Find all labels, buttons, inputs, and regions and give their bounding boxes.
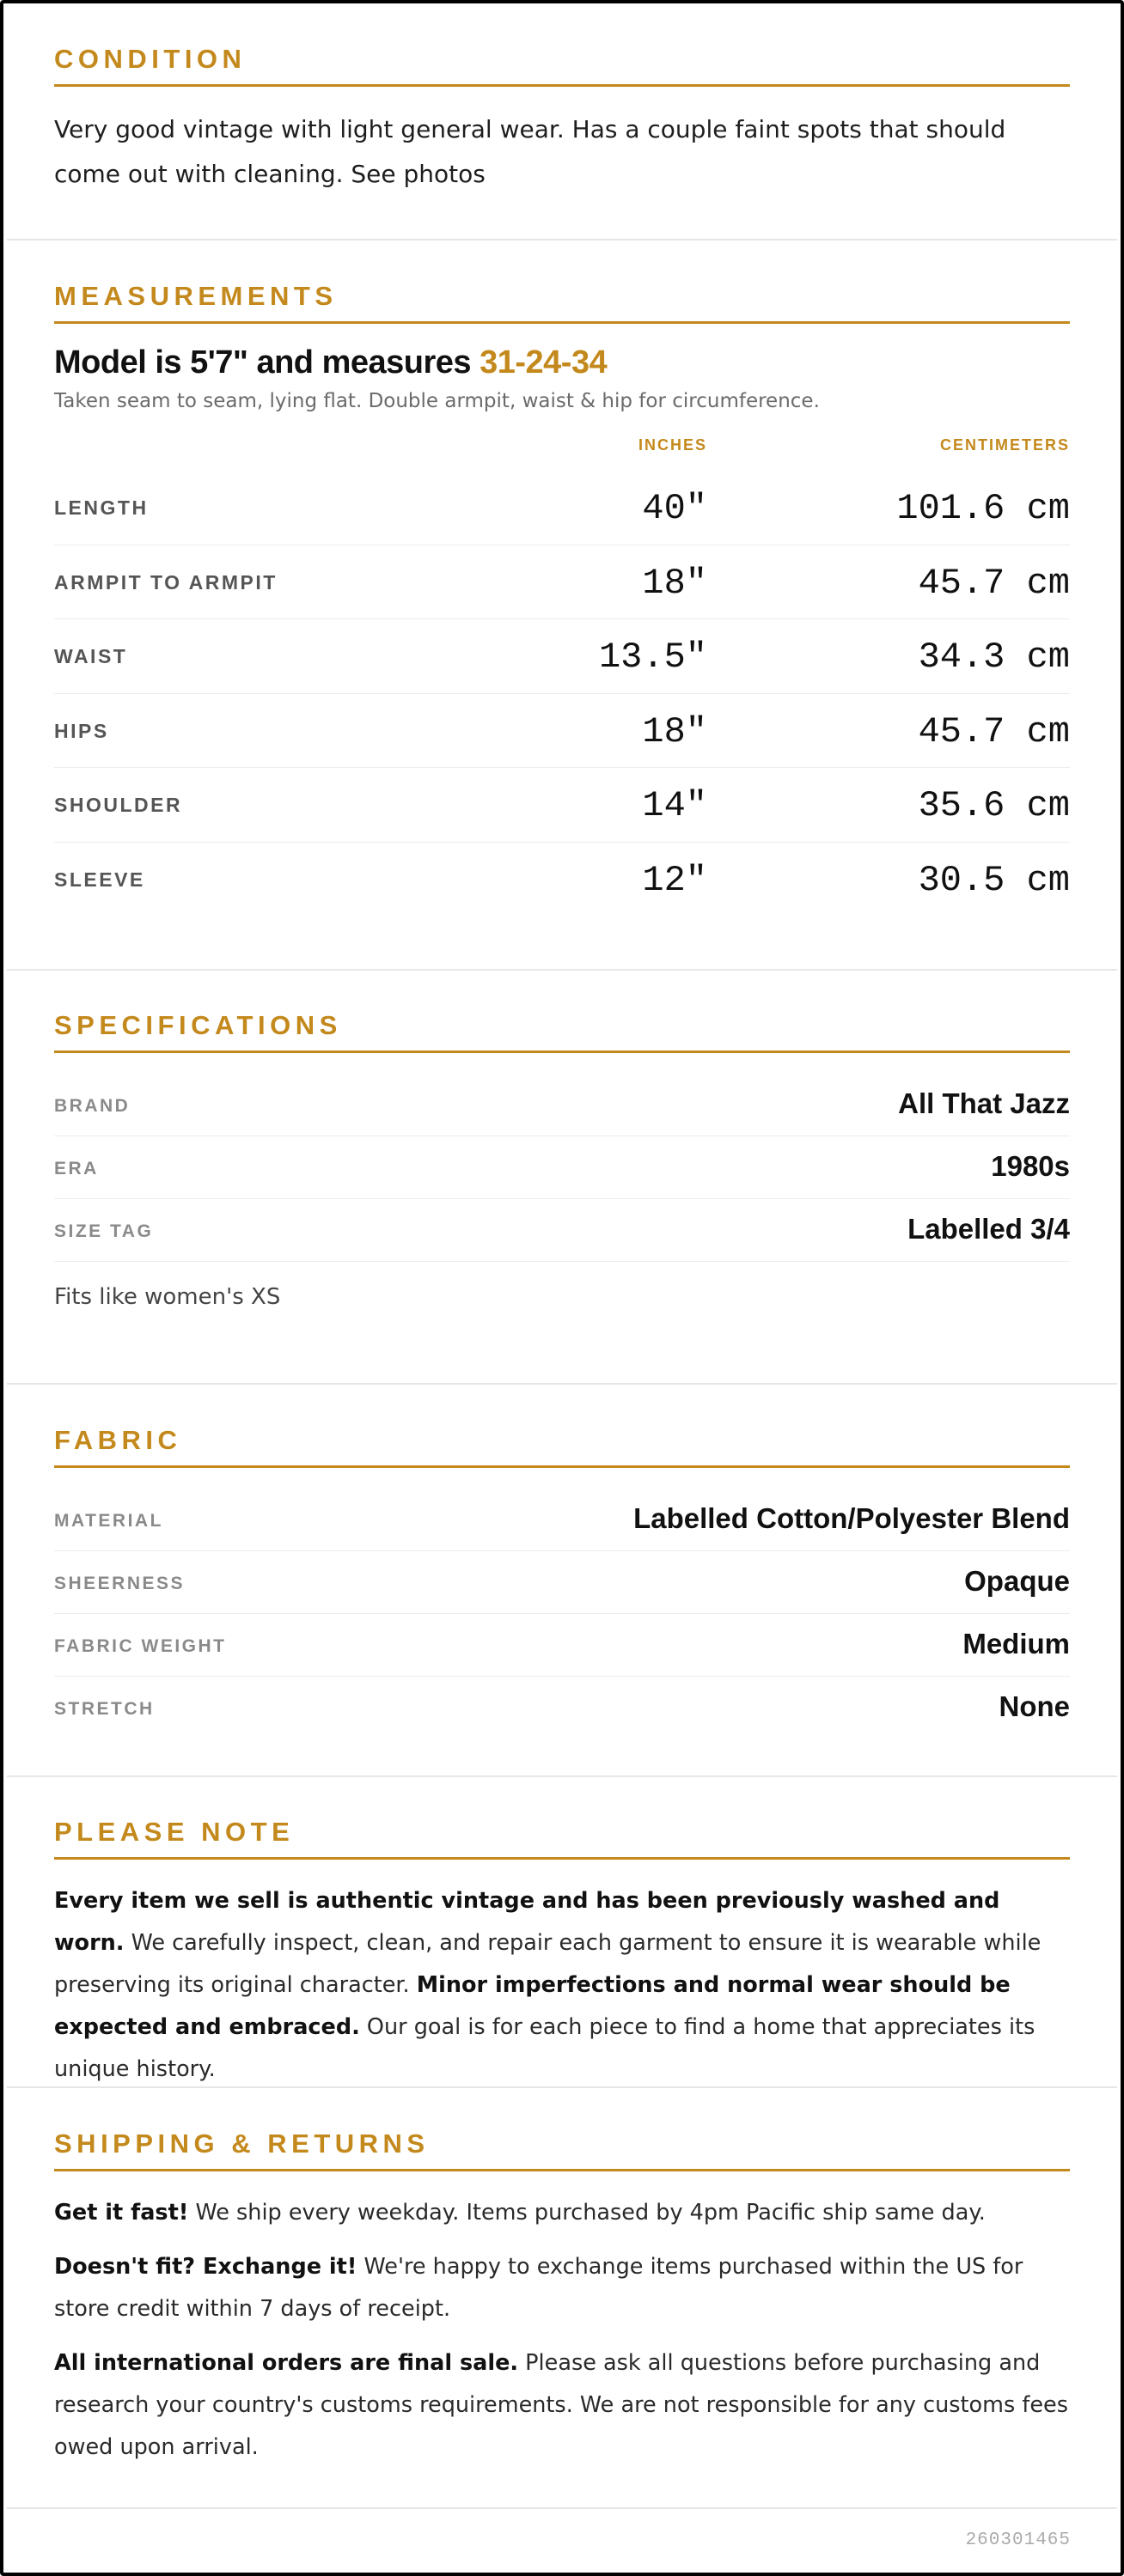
- fabric-label: SHEERNESS: [54, 1574, 186, 1594]
- condition-heading: CONDITION: [54, 45, 1070, 87]
- measurement-table: [54, 471, 1070, 917]
- fabric-label: STRETCH: [54, 1699, 155, 1720]
- fit-note: Fits like women's XS: [54, 1284, 281, 1311]
- measurement-cm: 35.6 cm: [918, 785, 1070, 827]
- measurements-section: [7, 282, 1117, 917]
- measurement-inches: 13.5": [598, 636, 707, 679]
- measurement-inches: 14": [642, 785, 707, 827]
- fabric-value: Opaque: [964, 1565, 1070, 1598]
- please-note-bold-2: Minor imperfections and normal wear should be expected and embraced.: [54, 1972, 1011, 2041]
- measurement-label: LENGTH: [54, 496, 149, 520]
- exchange-text: We're happy to exchange items purchased within the US for store credit within 7 days of receipt.: [54, 2254, 1023, 2323]
- section-divider: [7, 239, 1117, 241]
- fabric-value: Labelled Cotton/Polyester Blend: [633, 1502, 1070, 1535]
- measurement-inches: 40": [642, 488, 707, 530]
- fabric-row: [54, 1614, 1070, 1677]
- spec-value: All That Jazz: [898, 1087, 1070, 1120]
- spec-row: [54, 1199, 1070, 1262]
- fabric-section: [7, 1426, 1117, 1739]
- measurement-label: WAIST: [54, 645, 128, 668]
- spec-label: ERA: [54, 1159, 99, 1179]
- measurement-column-headers: [54, 436, 1070, 471]
- measurement-note: Taken seam to seam, lying flat. Double armpit, waist & hip for circumference.: [54, 390, 820, 413]
- measurement-cm: 30.5 cm: [918, 859, 1070, 901]
- measurement-row: [54, 843, 1070, 917]
- centimeters-column-header: CENTIMETERS: [939, 436, 1070, 454]
- model-measures-value: 31-24-34: [480, 344, 608, 381]
- specifications-heading: SPECIFICATIONS: [54, 1011, 1070, 1053]
- spec-row: [54, 1136, 1070, 1199]
- measurement-cm: 45.7 cm: [918, 562, 1070, 604]
- fabric-label: MATERIAL: [54, 1511, 163, 1532]
- section-divider: [7, 1775, 1117, 1777]
- shipping-section: [7, 2129, 1117, 2481]
- spec-value: Labelled 3/4: [907, 1213, 1070, 1245]
- fabric-value: None: [999, 1690, 1070, 1723]
- measurement-inches: 12": [642, 859, 707, 901]
- model-measures-title: [54, 344, 1070, 381]
- measurement-row: [54, 471, 1070, 545]
- section-divider: [7, 1383, 1117, 1385]
- condition-text: Very good vintage with light general wear. Has a couple faint spots that should come out with cleaning. See photos: [54, 115, 1006, 189]
- measurement-cm: 45.7 cm: [918, 710, 1070, 752]
- condition-section: [7, 45, 1117, 197]
- please-note-text-2: Our goal is for each piece to find a home that appreciates its unique history.: [54, 2014, 1035, 2083]
- shipping-heading: SHIPPING & RETURNS: [54, 2129, 1070, 2171]
- section-divider: [7, 969, 1117, 971]
- measurement-label: ARMPIT TO ARMPIT: [54, 570, 278, 594]
- fabric-label: FABRIC WEIGHT: [54, 1636, 227, 1657]
- shipping-bold: Get it fast!: [54, 2200, 189, 2226]
- international-text: Please ask all questions before purchasing and research your country's customs requirements. We are not responsible for any customs fees owed upon arrival.: [54, 2350, 1069, 2461]
- spec-value: 1980s: [991, 1150, 1070, 1183]
- please-note-text-1: We carefully inspect, clean, and repair each garment to ensure it is wearable while preserving its original character.: [54, 1930, 1042, 1999]
- spec-label: SIZE TAG: [54, 1221, 154, 1242]
- section-divider: [7, 2507, 1117, 2509]
- fabric-value: Medium: [962, 1628, 1070, 1660]
- measurement-inches: 18": [642, 562, 707, 604]
- measurement-inches: 18": [642, 710, 707, 752]
- international-paragraph: [54, 2342, 1070, 2469]
- international-bold: All international orders are final sale.: [54, 2350, 519, 2377]
- specifications-section: [7, 1011, 1117, 1310]
- measurement-row: [54, 694, 1070, 769]
- measurement-row: [54, 768, 1070, 843]
- shipping-paragraph: [54, 2192, 1070, 2234]
- fabric-row: [54, 1489, 1070, 1551]
- exchange-paragraph: [54, 2246, 1070, 2330]
- fabric-heading: FABRIC: [54, 1426, 1070, 1468]
- fabric-row: [54, 1677, 1070, 1739]
- please-note-heading: PLEASE NOTE: [54, 1818, 1070, 1860]
- exchange-bold: Doesn't fit? Exchange it!: [54, 2254, 357, 2281]
- please-note-text: [54, 1880, 1070, 2091]
- measurement-row: [54, 545, 1070, 620]
- please-note-section: [7, 1818, 1117, 2091]
- section-divider: [7, 2086, 1117, 2088]
- spec-row: [54, 1074, 1070, 1136]
- spec-label: BRAND: [54, 1096, 131, 1117]
- measurements-heading: MEASUREMENTS: [54, 282, 1070, 324]
- measurement-label: HIPS: [54, 719, 109, 742]
- sku-number: 260301465: [965, 2530, 1071, 2550]
- shipping-text: We ship every weekday. Items purchased by 4pm Pacific ship same day.: [188, 2200, 986, 2226]
- measurement-cm: 34.3 cm: [918, 636, 1070, 679]
- please-note-bold-1: Every item we sell is authentic vintage and has been previously washed and worn.: [54, 1888, 1000, 1957]
- measurement-label: SHOULDER: [54, 794, 183, 817]
- inches-column-header: INCHES: [638, 436, 707, 454]
- measurement-cm: 101.6 cm: [896, 488, 1070, 530]
- model-measures-prefix: Model is 5'7" and measures: [54, 344, 472, 381]
- measurement-row: [54, 619, 1070, 694]
- measurement-label: SLEEVE: [54, 868, 145, 891]
- fabric-row: [54, 1551, 1070, 1614]
